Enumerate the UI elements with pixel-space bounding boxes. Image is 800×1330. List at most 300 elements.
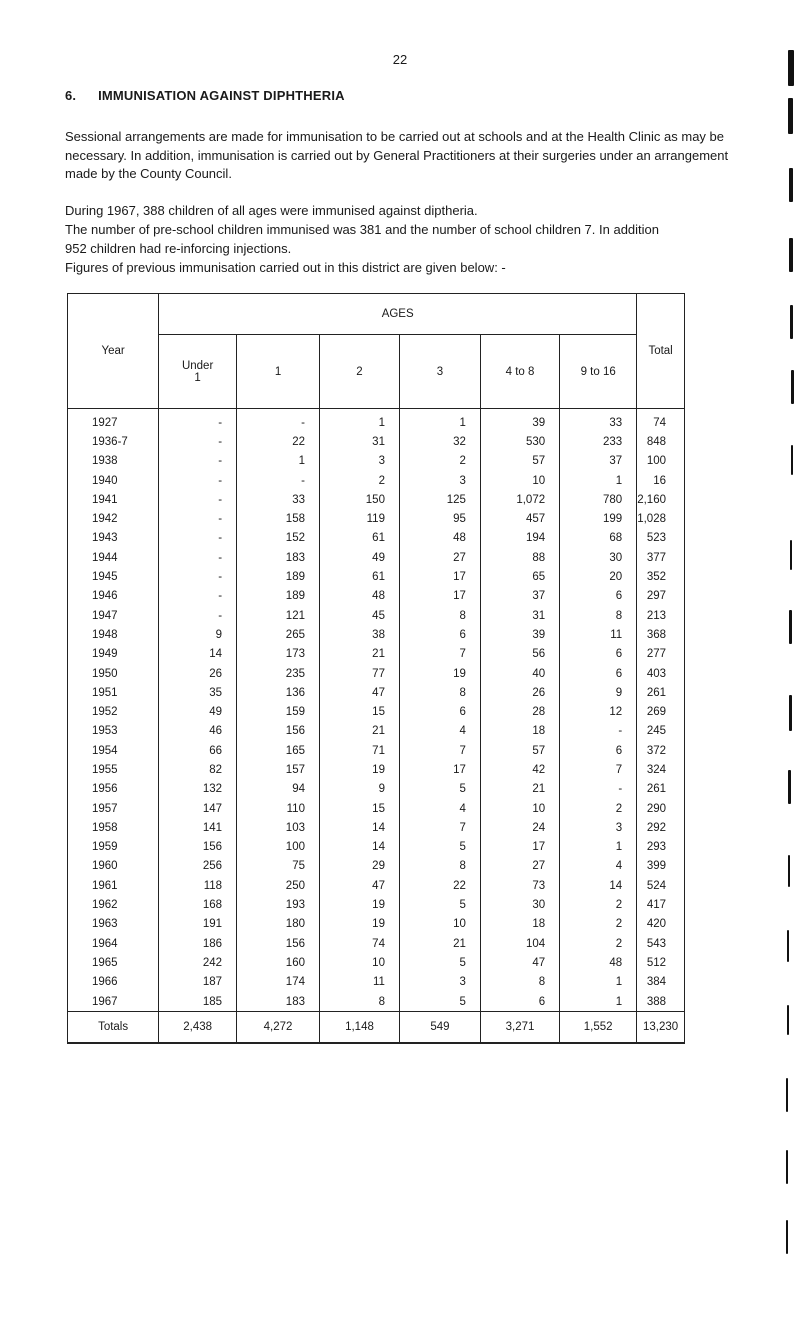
- age-count-cell: 35: [159, 683, 237, 702]
- year-cell: 1958: [68, 818, 159, 837]
- age-count-cell: 3: [560, 818, 637, 837]
- total-cell: 403: [637, 664, 685, 683]
- totals-cell: 4,272: [237, 1012, 320, 1044]
- age-count-cell: 10: [319, 953, 399, 972]
- total-cell: 16: [637, 471, 685, 490]
- age-count-cell: 235: [237, 664, 320, 683]
- age-count-cell: 66: [159, 741, 237, 760]
- age-count-cell: 2: [560, 934, 637, 953]
- table-row: [68, 702, 685, 721]
- table-row: [68, 915, 685, 934]
- age-count-cell: 45: [319, 606, 399, 625]
- age-count-cell: 82: [159, 760, 237, 779]
- age-count-cell: 28: [480, 702, 559, 721]
- age-count-cell: 47: [480, 953, 559, 972]
- age-count-cell: 250: [237, 876, 320, 895]
- age-count-cell: 21: [319, 722, 399, 741]
- section-heading: [65, 88, 345, 103]
- total-cell: 324: [637, 760, 685, 779]
- paragraph-preschool-school: The number of pre-school children immunised was 381 and the number of school children 7. In addition: [65, 222, 660, 237]
- age-count-cell: 6: [560, 645, 637, 664]
- age-count-cell: 103: [237, 818, 320, 837]
- age-count-cell: 68: [560, 529, 637, 548]
- table-row: [68, 818, 685, 837]
- age-count-cell: 3: [319, 452, 399, 471]
- age-count-cell: 56: [480, 645, 559, 664]
- total-cell: 290: [637, 799, 685, 818]
- total-cell: 368: [637, 625, 685, 644]
- age-count-cell: 156: [159, 838, 237, 857]
- age-count-cell: 4: [560, 857, 637, 876]
- age-count-cell: 11: [319, 973, 399, 992]
- age-count-cell: 37: [480, 587, 559, 606]
- total-cell: 848: [637, 432, 685, 451]
- age-count-cell: -: [159, 548, 237, 567]
- age-count-cell: 3: [399, 471, 480, 490]
- age-count-cell: 160: [237, 953, 320, 972]
- age-count-cell: 12: [560, 702, 637, 721]
- age-count-cell: 9: [560, 683, 637, 702]
- total-cell: 74: [637, 409, 685, 433]
- age-count-cell: -: [159, 567, 237, 586]
- age-count-cell: 10: [480, 799, 559, 818]
- edge-mark: [786, 1220, 788, 1254]
- age-count-cell: 37: [560, 452, 637, 471]
- total-cell: 399: [637, 857, 685, 876]
- edge-mark: [790, 305, 793, 339]
- year-cell: 1952: [68, 702, 159, 721]
- age-count-cell: 1: [560, 973, 637, 992]
- age-count-cell: 150: [319, 490, 399, 509]
- age-count-cell: 26: [480, 683, 559, 702]
- year-cell: 1949: [68, 645, 159, 664]
- age-count-cell: 8: [560, 606, 637, 625]
- age-count-cell: 185: [159, 992, 237, 1012]
- age-count-cell: 17: [399, 567, 480, 586]
- edge-mark: [788, 855, 790, 887]
- age-count-cell: 1,072: [480, 490, 559, 509]
- age-count-cell: 8: [480, 973, 559, 992]
- edge-mark: [787, 930, 789, 962]
- age-count-cell: 17: [399, 587, 480, 606]
- age-count-cell: -: [159, 471, 237, 490]
- age-count-cell: 46: [159, 722, 237, 741]
- age-count-cell: 5: [399, 992, 480, 1012]
- age-count-cell: 6: [560, 587, 637, 606]
- age-count-cell: 47: [319, 876, 399, 895]
- age-count-cell: 156: [237, 722, 320, 741]
- age-count-cell: 165: [237, 741, 320, 760]
- total-cell: 372: [637, 741, 685, 760]
- age-column-header: Under 1: [159, 335, 237, 409]
- age-count-cell: 32: [399, 432, 480, 451]
- table-body: [68, 409, 685, 1012]
- table-row: [68, 799, 685, 818]
- year-cell: 1957: [68, 799, 159, 818]
- age-count-cell: 193: [237, 895, 320, 914]
- totals-cell: 3,271: [480, 1012, 559, 1044]
- age-count-cell: 27: [399, 548, 480, 567]
- age-count-cell: 2: [560, 895, 637, 914]
- age-count-cell: 18: [480, 915, 559, 934]
- age-count-cell: 49: [159, 702, 237, 721]
- year-cell: 1967: [68, 992, 159, 1012]
- age-count-cell: 26: [159, 664, 237, 683]
- total-cell: 292: [637, 818, 685, 837]
- age-count-cell: 39: [480, 409, 559, 433]
- age-count-cell: 22: [237, 432, 320, 451]
- total-cell: 420: [637, 915, 685, 934]
- age-count-cell: 5: [399, 895, 480, 914]
- age-count-cell: 10: [480, 471, 559, 490]
- age-count-cell: 38: [319, 625, 399, 644]
- age-count-cell: 14: [560, 876, 637, 895]
- totals-cell: 1,552: [560, 1012, 637, 1044]
- age-count-cell: 94: [237, 780, 320, 799]
- age-count-cell: 158: [237, 509, 320, 528]
- year-cell: 1955: [68, 760, 159, 779]
- table-row: [68, 876, 685, 895]
- age-count-cell: 5: [399, 838, 480, 857]
- year-cell: 1954: [68, 741, 159, 760]
- age-count-cell: 2: [399, 452, 480, 471]
- age-count-cell: 199: [560, 509, 637, 528]
- table-row: [68, 992, 685, 1012]
- age-count-cell: 156: [237, 934, 320, 953]
- age-column-header: 2: [319, 335, 399, 409]
- age-count-cell: 256: [159, 857, 237, 876]
- age-count-cell: 189: [237, 587, 320, 606]
- year-cell: 1945: [68, 567, 159, 586]
- year-cell: 1959: [68, 838, 159, 857]
- age-count-cell: 33: [560, 409, 637, 433]
- age-count-cell: 5: [399, 780, 480, 799]
- age-count-cell: 3: [399, 973, 480, 992]
- age-count-cell: -: [159, 432, 237, 451]
- age-count-cell: 6: [560, 741, 637, 760]
- paragraph-1967-summary: During 1967, 388 children of all ages were immunised against diptheria.: [65, 203, 478, 218]
- table-row: [68, 895, 685, 914]
- year-cell: 1950: [68, 664, 159, 683]
- year-cell: 1938: [68, 452, 159, 471]
- year-cell: 1940: [68, 471, 159, 490]
- year-cell: 1944: [68, 548, 159, 567]
- total-cell: 261: [637, 683, 685, 702]
- age-count-cell: 174: [237, 973, 320, 992]
- age-column-header: 1: [237, 335, 320, 409]
- age-count-cell: 4: [399, 799, 480, 818]
- year-cell: 1966: [68, 973, 159, 992]
- table-row: [68, 741, 685, 760]
- age-count-cell: 6: [480, 992, 559, 1012]
- age-count-cell: 11: [560, 625, 637, 644]
- edge-mark: [789, 238, 793, 272]
- age-count-cell: 39: [480, 625, 559, 644]
- age-count-cell: 19: [319, 760, 399, 779]
- table-row: [68, 760, 685, 779]
- year-column-header: Year: [68, 294, 159, 409]
- age-count-cell: 14: [159, 645, 237, 664]
- age-count-cell: 104: [480, 934, 559, 953]
- table-row: [68, 587, 685, 606]
- age-count-cell: 6: [560, 664, 637, 683]
- year-cell: 1960: [68, 857, 159, 876]
- paragraph-reinforcing: 952 children had re-inforcing injections.: [65, 241, 292, 256]
- age-column-header: 9 to 16: [560, 335, 637, 409]
- paragraph-figures-intro: Figures of previous immunisation carried out in this district are given below: -: [65, 260, 506, 275]
- age-count-cell: 18: [480, 722, 559, 741]
- year-cell: 1963: [68, 915, 159, 934]
- year-cell: 1936-7: [68, 432, 159, 451]
- age-count-cell: 40: [480, 664, 559, 683]
- age-count-cell: -: [159, 452, 237, 471]
- total-cell: 512: [637, 953, 685, 972]
- age-count-cell: 1: [237, 452, 320, 471]
- age-count-cell: 2: [319, 471, 399, 490]
- totals-cell: 2,438: [159, 1012, 237, 1044]
- year-cell: 1947: [68, 606, 159, 625]
- table-row: [68, 409, 685, 433]
- age-count-cell: 141: [159, 818, 237, 837]
- total-cell: 277: [637, 645, 685, 664]
- age-count-cell: -: [159, 529, 237, 548]
- age-count-cell: 75: [237, 857, 320, 876]
- table-row: [68, 509, 685, 528]
- age-count-cell: 14: [319, 818, 399, 837]
- age-count-cell: 7: [399, 741, 480, 760]
- age-count-cell: 31: [480, 606, 559, 625]
- age-count-cell: 2: [560, 799, 637, 818]
- table-row: [68, 452, 685, 471]
- year-cell: 1953: [68, 722, 159, 741]
- age-count-cell: 31: [319, 432, 399, 451]
- paragraph-arrangements: Sessional arrangements are made for immunisation to be carried out at schools and at the Health Clinic as may be necessary. In addition, immunisation is carried out by General Practitioners at their surgeries under an arrangement made by the County Council.: [65, 129, 729, 181]
- age-count-cell: -: [159, 606, 237, 625]
- table-row: [68, 780, 685, 799]
- age-count-cell: 6: [399, 702, 480, 721]
- table-row: [68, 683, 685, 702]
- age-count-cell: 9: [159, 625, 237, 644]
- age-count-cell: 173: [237, 645, 320, 664]
- age-count-cell: 530: [480, 432, 559, 451]
- age-count-cell: 71: [319, 741, 399, 760]
- age-count-cell: 10: [399, 915, 480, 934]
- age-count-cell: 119: [319, 509, 399, 528]
- age-count-cell: 1: [560, 838, 637, 857]
- total-cell: 524: [637, 876, 685, 895]
- age-count-cell: 57: [480, 452, 559, 471]
- age-count-cell: 168: [159, 895, 237, 914]
- year-cell: 1942: [68, 509, 159, 528]
- age-count-cell: 15: [319, 702, 399, 721]
- age-count-cell: 88: [480, 548, 559, 567]
- age-count-cell: 183: [237, 992, 320, 1012]
- year-cell: 1927: [68, 409, 159, 433]
- age-count-cell: 186: [159, 934, 237, 953]
- table-row: [68, 606, 685, 625]
- age-count-cell: 48: [399, 529, 480, 548]
- age-count-cell: 47: [319, 683, 399, 702]
- age-count-cell: 265: [237, 625, 320, 644]
- age-count-cell: 21: [399, 934, 480, 953]
- age-count-cell: 110: [237, 799, 320, 818]
- year-cell: 1941: [68, 490, 159, 509]
- age-count-cell: 17: [399, 760, 480, 779]
- age-count-cell: 21: [480, 780, 559, 799]
- year-cell: 1956: [68, 780, 159, 799]
- table-row: [68, 432, 685, 451]
- edge-mark: [789, 695, 792, 731]
- edge-mark: [791, 370, 794, 404]
- age-count-cell: 61: [319, 567, 399, 586]
- total-cell: 213: [637, 606, 685, 625]
- age-count-cell: 2: [560, 915, 637, 934]
- age-count-cell: 7: [399, 818, 480, 837]
- age-count-cell: 183: [237, 548, 320, 567]
- age-count-cell: 7: [399, 645, 480, 664]
- totals-cell: 549: [399, 1012, 480, 1044]
- total-cell: 523: [637, 529, 685, 548]
- age-count-cell: 27: [480, 857, 559, 876]
- table-row: [68, 471, 685, 490]
- age-count-cell: 8: [319, 992, 399, 1012]
- immunisation-table: [67, 293, 685, 1044]
- total-cell: 352: [637, 567, 685, 586]
- age-count-cell: 57: [480, 741, 559, 760]
- age-count-cell: 74: [319, 934, 399, 953]
- age-count-cell: 77: [319, 664, 399, 683]
- age-count-cell: -: [159, 587, 237, 606]
- age-count-cell: 22: [399, 876, 480, 895]
- edge-mark: [788, 98, 793, 134]
- age-column-header: 4 to 8: [480, 335, 559, 409]
- age-count-cell: 95: [399, 509, 480, 528]
- age-count-cell: 61: [319, 529, 399, 548]
- total-cell: 384: [637, 973, 685, 992]
- age-count-cell: 6: [399, 625, 480, 644]
- table-row: [68, 722, 685, 741]
- total-column-header: Total: [637, 294, 685, 409]
- edge-mark: [787, 1005, 789, 1035]
- age-count-cell: 132: [159, 780, 237, 799]
- edge-mark: [789, 610, 792, 644]
- age-count-cell: 5: [399, 953, 480, 972]
- year-cell: 1965: [68, 953, 159, 972]
- table-row: [68, 548, 685, 567]
- age-count-cell: 19: [319, 895, 399, 914]
- age-count-cell: 48: [560, 953, 637, 972]
- year-cell: 1962: [68, 895, 159, 914]
- age-count-cell: -: [560, 780, 637, 799]
- edge-mark: [788, 50, 794, 86]
- age-count-cell: 457: [480, 509, 559, 528]
- section-title: IMMUNISATION AGAINST DIPHTHERIA: [98, 88, 345, 103]
- age-count-cell: 1: [560, 992, 637, 1012]
- age-count-cell: 1: [399, 409, 480, 433]
- table-row: [68, 934, 685, 953]
- age-count-cell: 194: [480, 529, 559, 548]
- age-count-cell: 8: [399, 606, 480, 625]
- age-count-cell: 7: [560, 760, 637, 779]
- table-row: [68, 838, 685, 857]
- total-cell: 377: [637, 548, 685, 567]
- totals-cell: 13,230: [637, 1012, 685, 1044]
- year-cell: 1946: [68, 587, 159, 606]
- scan-edge-marks: [752, 50, 800, 1330]
- age-count-cell: 189: [237, 567, 320, 586]
- table-row: [68, 625, 685, 644]
- age-count-cell: 8: [399, 683, 480, 702]
- age-count-cell: 159: [237, 702, 320, 721]
- total-cell: 100: [637, 452, 685, 471]
- age-count-cell: 9: [319, 780, 399, 799]
- age-count-cell: 191: [159, 915, 237, 934]
- age-count-cell: -: [159, 509, 237, 528]
- age-count-cell: 19: [399, 664, 480, 683]
- age-count-cell: 20: [560, 567, 637, 586]
- age-count-cell: 21: [319, 645, 399, 664]
- age-count-cell: 157: [237, 760, 320, 779]
- year-cell: 1951: [68, 683, 159, 702]
- age-count-cell: 4: [399, 722, 480, 741]
- age-count-cell: 65: [480, 567, 559, 586]
- edge-mark: [786, 1150, 788, 1184]
- age-count-cell: 8: [399, 857, 480, 876]
- age-count-cell: 24: [480, 818, 559, 837]
- age-count-cell: 73: [480, 876, 559, 895]
- age-count-cell: 187: [159, 973, 237, 992]
- age-count-cell: 30: [560, 548, 637, 567]
- age-count-cell: 147: [159, 799, 237, 818]
- age-count-cell: 15: [319, 799, 399, 818]
- year-cell: 1943: [68, 529, 159, 548]
- total-cell: 543: [637, 934, 685, 953]
- age-column-header: 3: [399, 335, 480, 409]
- age-count-cell: 19: [319, 915, 399, 934]
- table-row: [68, 529, 685, 548]
- age-count-cell: 30: [480, 895, 559, 914]
- edge-mark: [791, 445, 793, 475]
- edge-mark: [786, 1078, 788, 1112]
- age-count-cell: -: [560, 722, 637, 741]
- age-count-cell: 125: [399, 490, 480, 509]
- age-count-cell: 29: [319, 857, 399, 876]
- age-count-cell: -: [237, 409, 320, 433]
- age-count-cell: 180: [237, 915, 320, 934]
- table-row: [68, 664, 685, 683]
- age-count-cell: 242: [159, 953, 237, 972]
- year-cell: 1948: [68, 625, 159, 644]
- edge-mark: [788, 770, 791, 804]
- total-cell: 245: [637, 722, 685, 741]
- table-row: [68, 857, 685, 876]
- total-cell: 2,160: [637, 490, 685, 509]
- age-count-cell: -: [159, 490, 237, 509]
- age-count-cell: 136: [237, 683, 320, 702]
- age-count-cell: 152: [237, 529, 320, 548]
- total-cell: 388: [637, 992, 685, 1012]
- total-cell: 269: [637, 702, 685, 721]
- total-cell: 417: [637, 895, 685, 914]
- age-count-cell: 1: [560, 471, 637, 490]
- age-count-cell: 233: [560, 432, 637, 451]
- age-count-cell: -: [237, 471, 320, 490]
- edge-mark: [790, 540, 792, 570]
- age-count-cell: 48: [319, 587, 399, 606]
- age-count-cell: 17: [480, 838, 559, 857]
- year-cell: 1964: [68, 934, 159, 953]
- age-count-cell: 118: [159, 876, 237, 895]
